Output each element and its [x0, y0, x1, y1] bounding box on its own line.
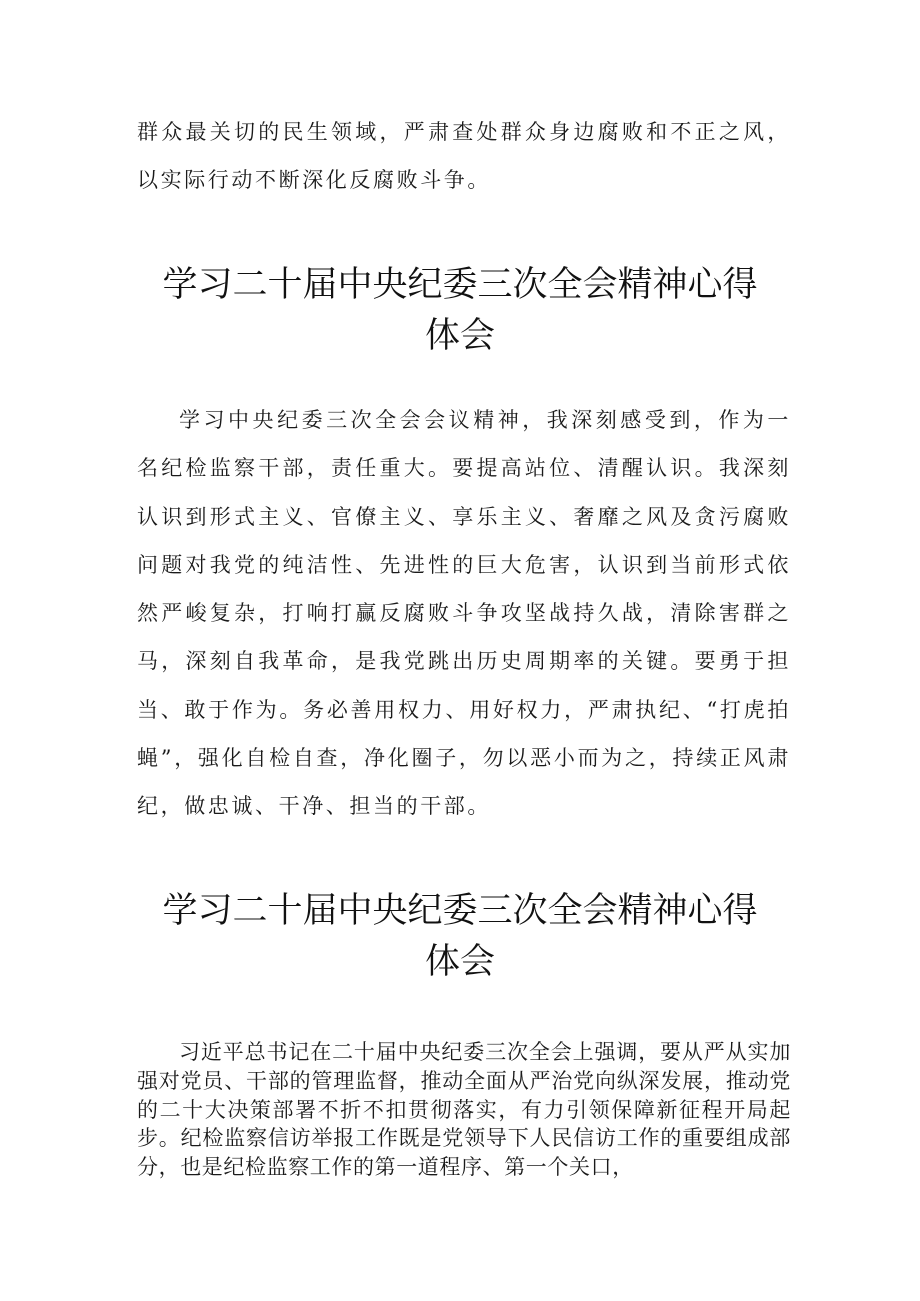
section-1-body: 学习中央纪委三次全会会议精神，我深刻感受到，作为一名纪检监察干部，责任重大。要提高站位、清醒认识。我深刻认识到形式主义、官僚主义、享乐主义、奢靡之风及贪污腐败问题对我党的纯洁性、先进性的巨大危害，认识到当前形式依然严峻复杂，打响打赢反腐败斗争攻坚战持久战，清除害群之马，深刻自我革命，是我党跳出历史周期率的关键。要勇于担当、敢于作为。务必善用权力、用好权力，严肃执纪、“打虎拍蝇”，强化自检自查，净化圈子，勿以恶小而为之，持续正风肃纪，做忠诚、干净、担当的干部。: [137, 408, 791, 819]
section-1-title: 学习二十届中央纪委三次全会精神心得体会: [162, 265, 758, 356]
section-2-body: 习近平总书记在二十届中央纪委三次全会上强调，要从严从实加强对党员、干部的管理监督，推动全面从严治党向纵深发展，推动党的二十大决策部署不折不扣贯彻落实，有力引领保障新征程开局起步。纪检监察信访举报工作既是党领导下人民信访工作的重要组成部分，也是纪检监察工作的第一道程序、第一个关口，: [137, 1040, 791, 1180]
continuation-paragraph: 群众最关切的民生领域，严肃查处群众身边腐败和不正之风，以实际行动不断深化反腐败斗争。: [137, 120, 791, 193]
section-2-title: 学习二十届中央纪委三次全会精神心得体会: [162, 891, 758, 982]
